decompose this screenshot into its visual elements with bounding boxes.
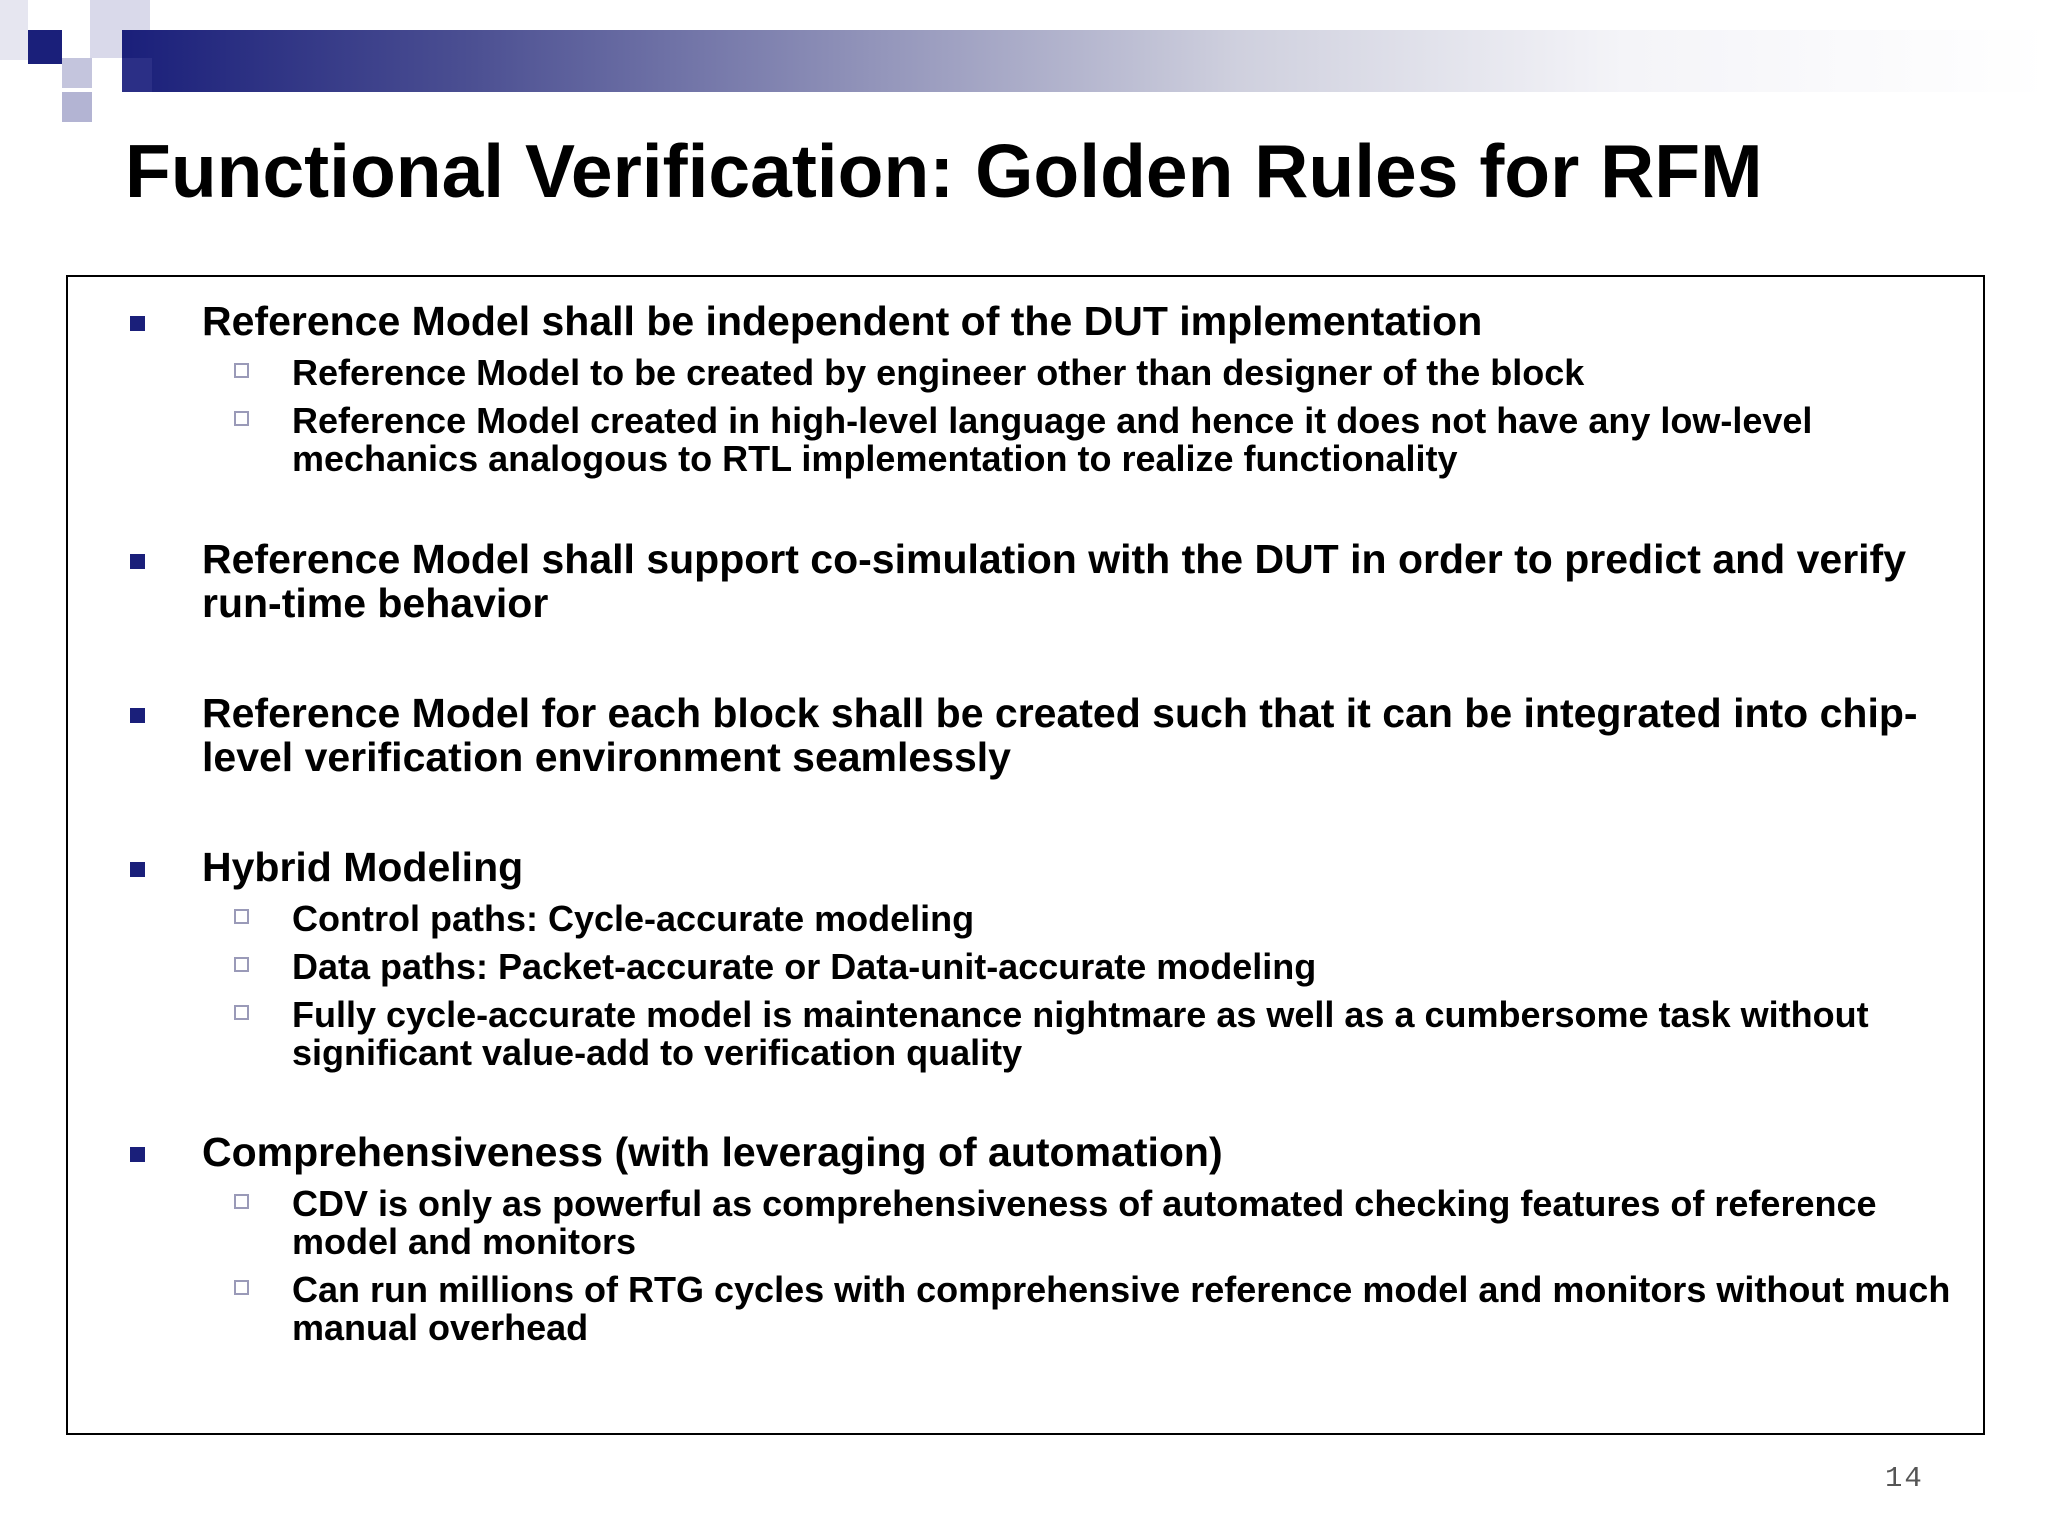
decorative-square xyxy=(122,58,152,92)
square-bullet-icon xyxy=(130,316,145,331)
content-box xyxy=(66,275,1985,1435)
hollow-square-bullet-icon xyxy=(234,909,249,924)
bullet-text: Hybrid Modeling xyxy=(202,844,524,890)
hollow-square-bullet-icon xyxy=(234,1194,249,1209)
square-bullet-icon xyxy=(130,862,145,877)
hollow-square-bullet-icon xyxy=(234,1280,249,1295)
sub-bullet-text: Fully cycle-accurate model is maintenance nightmare as well as a cumbersome task without significant value-add to verification quality xyxy=(292,994,1869,1073)
bullet-text: Reference Model for each block shall be created such that it can be integrated into chip-level verification environment seamlessly xyxy=(202,690,1918,780)
sub-bullet-text: Data paths: Packet-accurate or Data-unit-accurate modeling xyxy=(292,946,1317,987)
slide-title: Functional Verification: Golden Rules for RFM xyxy=(125,129,1763,213)
decorative-square xyxy=(62,92,92,122)
decorative-square xyxy=(62,58,92,88)
page-number: 14 xyxy=(1885,1462,1924,1495)
square-bullet-icon xyxy=(130,1147,145,1162)
sub-bullet-text: CDV is only as powerful as comprehensiveness of automated checking features of reference model and monitors xyxy=(292,1183,1877,1262)
sub-bullet-text: Reference Model created in high-level language and hence it does not have any low-level mechanics analogous to RTL implementation to realize functionality xyxy=(292,400,1813,479)
hollow-square-bullet-icon xyxy=(234,1005,249,1020)
hollow-square-bullet-icon xyxy=(234,363,249,378)
sub-bullet-text: Control paths: Cycle-accurate modeling xyxy=(292,898,975,939)
header-decoration xyxy=(0,0,2048,130)
hollow-square-bullet-icon xyxy=(234,957,249,972)
decorative-square xyxy=(0,0,28,60)
sub-bullet-text: Can run millions of RTG cycles with comprehensive reference model and monitors without much manual overhead xyxy=(292,1269,1951,1348)
hollow-square-bullet-icon xyxy=(234,411,249,426)
bullet-text: Reference Model shall be independent of the DUT implementation xyxy=(202,298,1483,344)
decorative-square xyxy=(28,30,62,64)
sub-bullet-text: Reference Model to be created by engineer other than designer of the block xyxy=(292,352,1585,393)
bullet-text: Reference Model shall support co-simulation with the DUT in order to predict and verify run-time behavior xyxy=(202,536,1907,626)
square-bullet-icon xyxy=(130,554,145,569)
bullet-text: Comprehensiveness (with leveraging of automation) xyxy=(202,1129,1223,1175)
square-bullet-icon xyxy=(130,708,145,723)
header-gradient-band xyxy=(122,30,2048,92)
